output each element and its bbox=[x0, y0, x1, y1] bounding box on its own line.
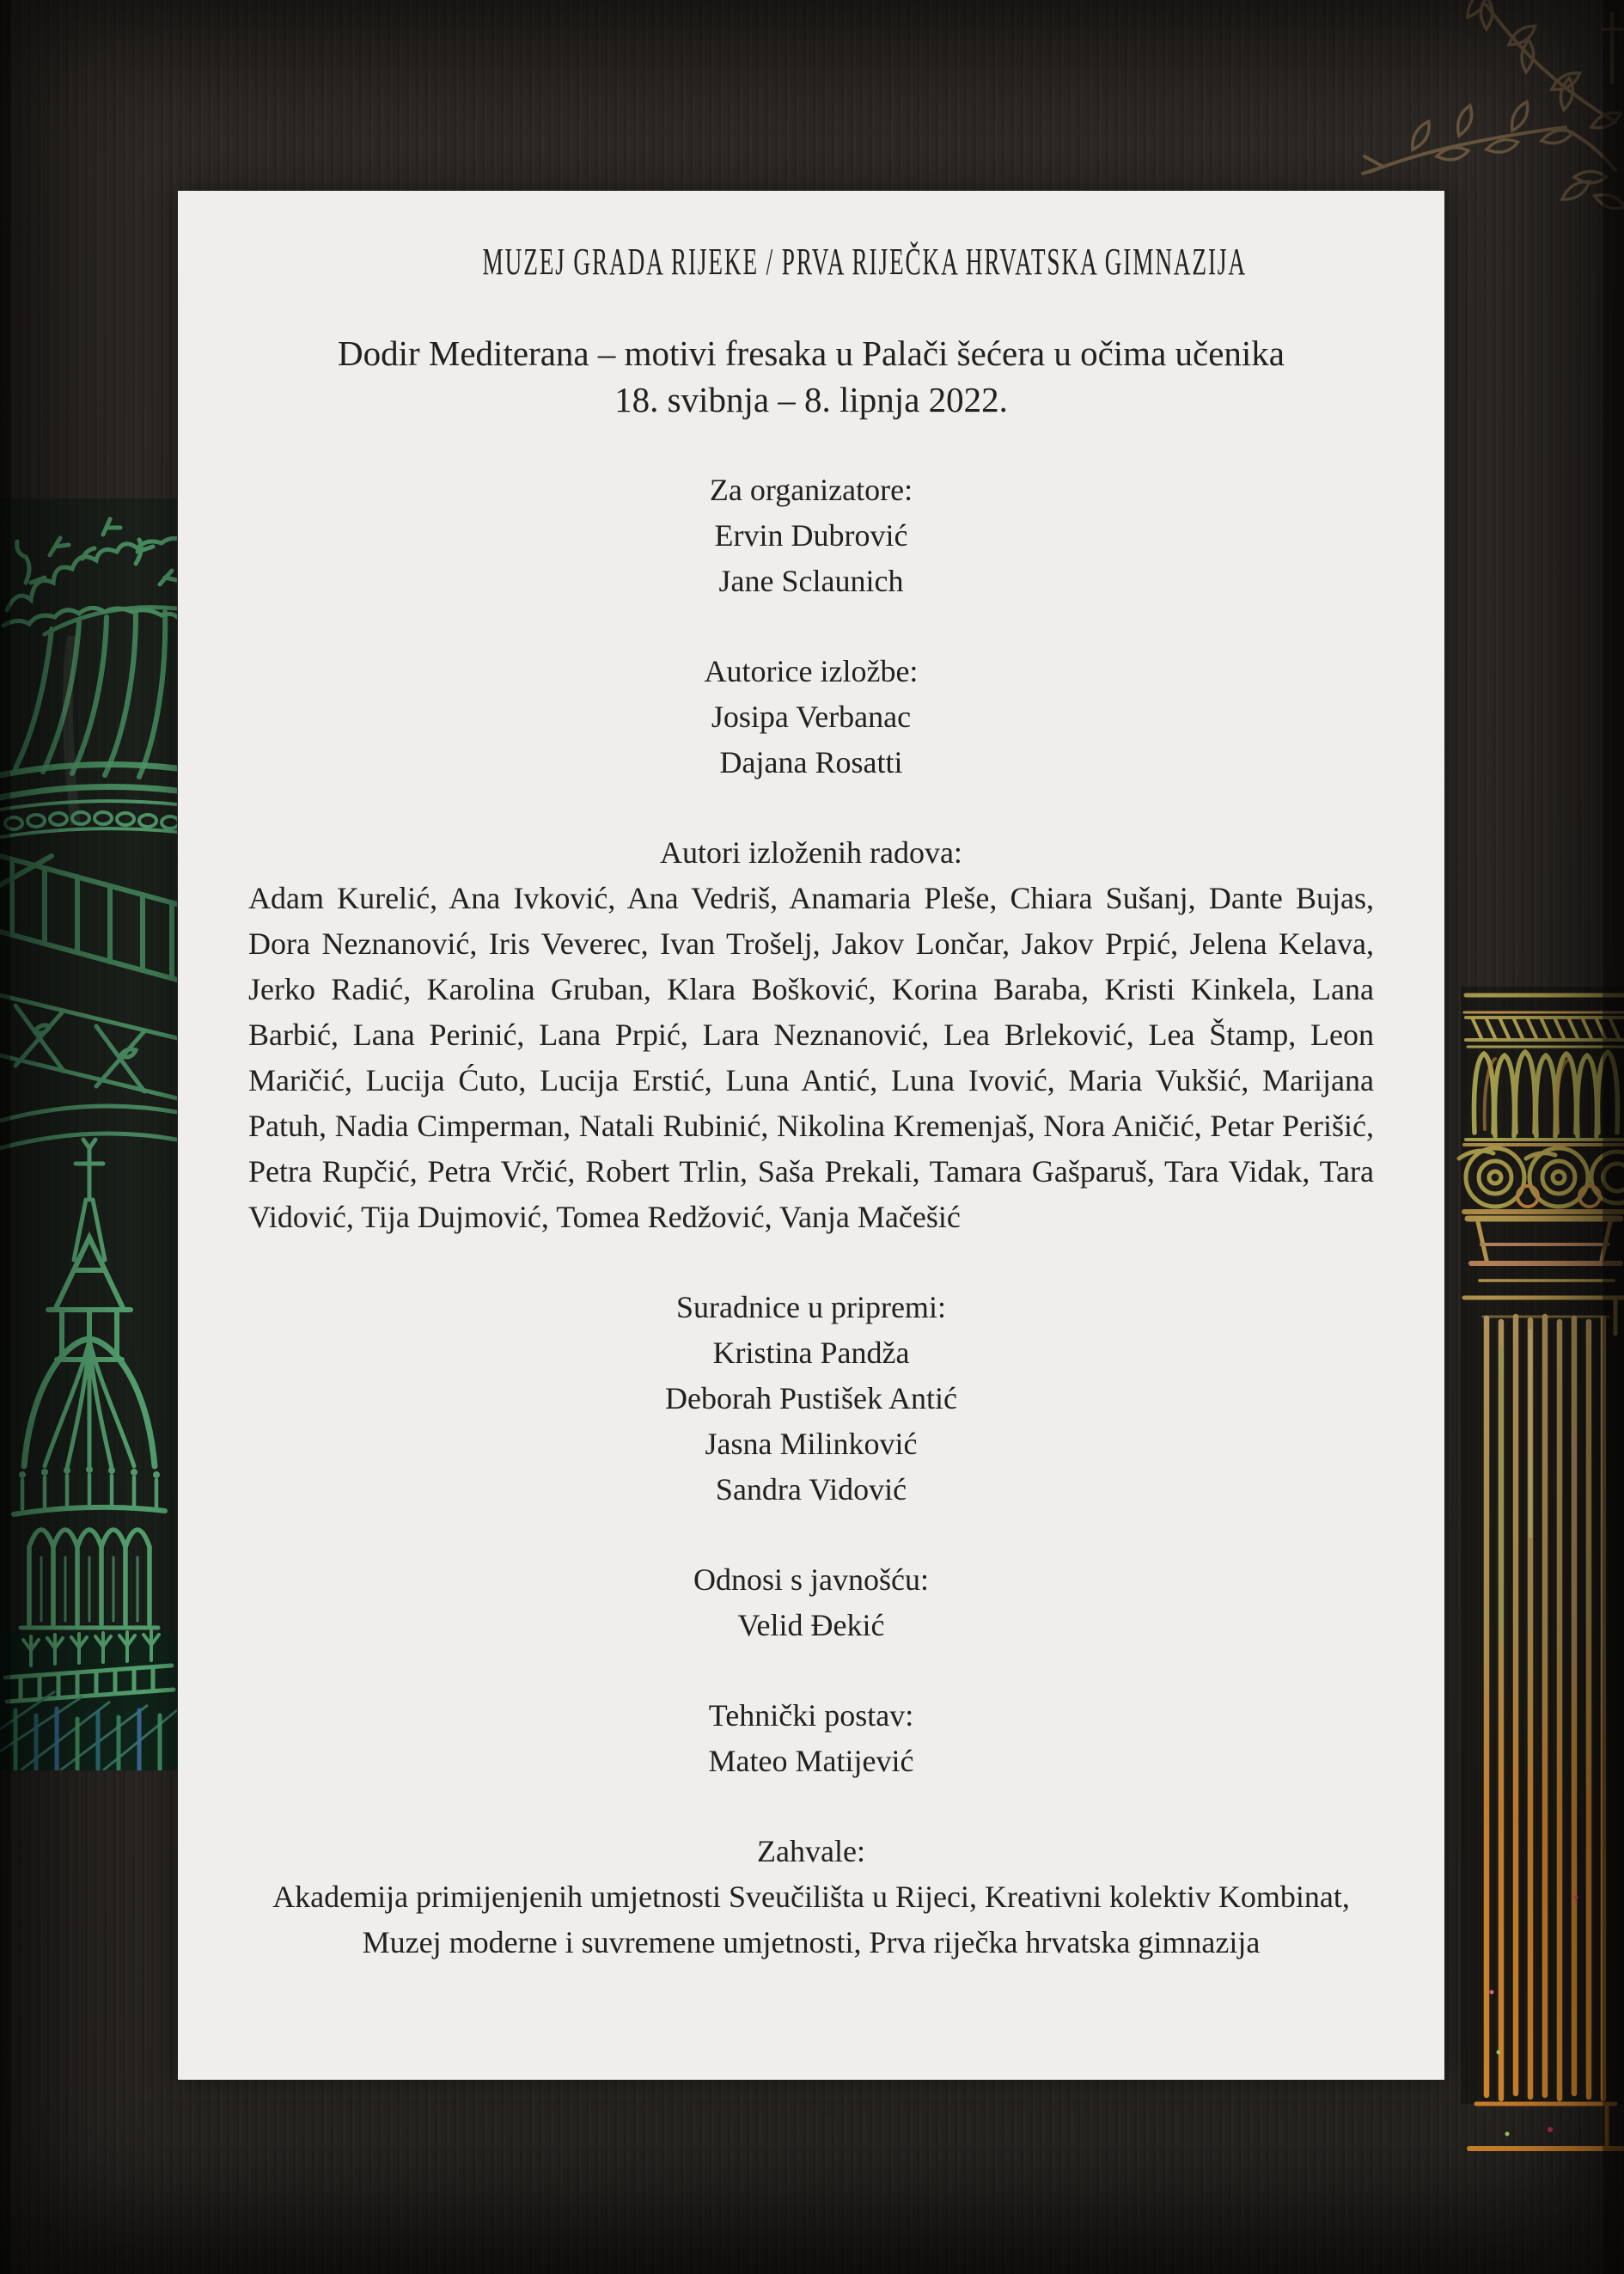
credit-name: Josipa Verbanac bbox=[711, 700, 912, 734]
page-left-edge-shading bbox=[0, 0, 10, 2274]
section-zahvale bbox=[248, 1829, 1374, 1965]
credit-name: Velid Đekić bbox=[737, 1608, 885, 1642]
page-right-edge-shading bbox=[1603, 0, 1624, 2274]
section-heading: Autori izloženih radova: bbox=[660, 835, 962, 870]
column-base bbox=[1469, 2104, 1622, 2149]
credit-name: Jane Sclaunich bbox=[718, 564, 904, 598]
credit-name: Ervin Dubrović bbox=[714, 518, 908, 553]
dome-chalk-sketch-illustration bbox=[0, 481, 177, 1770]
section-heading: Autorice izložbe: bbox=[704, 654, 919, 688]
section-autori-radova bbox=[248, 830, 1374, 1240]
credit-name: Dajana Rosatti bbox=[719, 745, 903, 779]
credit-name: Kristina Pandža bbox=[712, 1336, 910, 1370]
title-block bbox=[248, 330, 1374, 423]
authors-name-list: Adam Kurelić, Ana Ivković, Ana Vedriš, Anamaria Pleše, Chiara Sušanj, Dante Bujas, Dora Neznanović, Iris Veverec, Ivan Trošelj, Jakov Lončar, Jakov Prpić, Jelena Kelava, Jerko Radić, Karolina Gruban, Klara Bošković, Korina Baraba, Kristi Kinkela, Lana Barbić, Lana Perinić, Lana Prpić, Lara Neznanović, Lea Brleković, Lea Štamp, Leon Maričić, Lucija Ćuto, Lucija Erstić, Luna Antić, Luna Ivović, Maria Vukšić, Marijana Patuh, Nadia Cimperman, Natali Rubinić, Nikolina Kremenjaš, Nora Aničić, Petar Perišić, Petra Rupčić, Petra Vrčić, Robert Trlin, Saša Prekali, Tamara Gašparuš, Tara Vidak, Tara Vidović, Tija Dujmović, Tomea Redžović, Vanja Mačešić bbox=[248, 881, 1374, 1234]
credit-name: Jasna Milinković bbox=[705, 1427, 918, 1461]
credit-name: Sandra Vidović bbox=[715, 1472, 907, 1507]
exhibition-dates: 18. svibnja – 8. lipnja 2022. bbox=[614, 380, 1008, 419]
organizers-line-wrap bbox=[248, 239, 1374, 287]
credit-name: Mateo Matijević bbox=[708, 1744, 914, 1778]
credit-name: Deborah Pustišek Antić bbox=[665, 1381, 957, 1415]
section-heading: Tehnički postav: bbox=[708, 1698, 914, 1733]
section-heading: Suradnice u pripremi: bbox=[676, 1290, 946, 1324]
column-chalk-sketch-illustration bbox=[1447, 987, 1624, 2190]
leaf-branch-strokes bbox=[1363, 0, 1624, 217]
exhibition-title: Dodir Mediterana – motivi fresaka u Palači šećera u očima učenika bbox=[338, 333, 1285, 373]
section-za-organizatore bbox=[248, 468, 1374, 604]
section-suradnice bbox=[248, 1285, 1374, 1513]
section-autorice-izlozbe bbox=[248, 649, 1374, 786]
section-tehnicki-postav bbox=[248, 1693, 1374, 1784]
section-heading: Za organizatore: bbox=[709, 473, 913, 507]
organizers-line: MUZEJ GRADA RIJEKE / PRVA RIJEČKA HRVATSKA GIMNAZIJA bbox=[482, 241, 1247, 283]
section-odnosi-s-javnoscu bbox=[248, 1557, 1374, 1648]
credits-panel bbox=[178, 191, 1444, 2080]
acknowledgements-text: Akademija primijenjenih umjetnosti Sveučilišta u Rijeci, Kreativni kolektiv Kombinat, Muzej moderne i suvremene umjetnosti, Prva riječka hrvatska gimnazija bbox=[272, 1880, 1350, 1959]
section-heading: Zahvale: bbox=[757, 1834, 865, 1868]
section-heading: Odnosi s javnošću: bbox=[693, 1562, 929, 1597]
